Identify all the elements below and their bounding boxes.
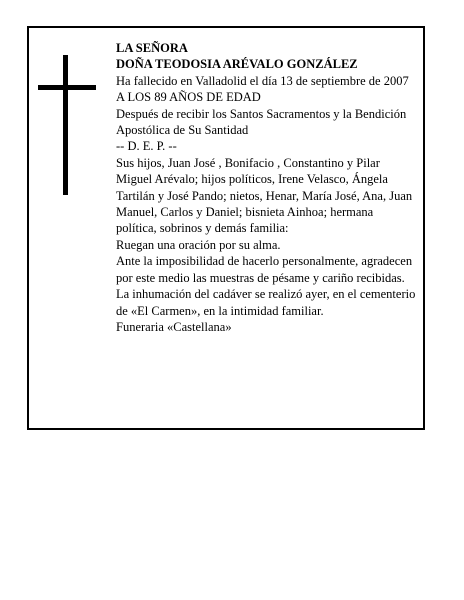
cross-vertical-bar xyxy=(63,55,68,195)
burial-info: La inhumación del cadáver se realizó ayer, en el cementerio de «El Carmen», en la intimidad familiar. xyxy=(116,287,416,318)
death-info: Ha fallecido en Valladolid el día 13 de septiembre de 2007 xyxy=(116,73,409,88)
thanks-message: Ante la imposibilidad de hacerlo personalmente, agradecen por este medio las muestras de pésame y cariño recibidas. xyxy=(116,254,413,285)
sacraments-line: Después de recibir los Santos Sacramentos y la Bendición Apostólica de Su Santidad xyxy=(116,106,407,138)
notice-body xyxy=(116,40,416,335)
cross-horizontal-bar xyxy=(38,85,96,90)
notice-title: LA SEÑORA xyxy=(116,41,188,55)
cross-icon xyxy=(38,55,96,195)
family-list: Sus hijos, Juan José , Bonifacio , Constantino y Pilar Miguel Arévalo; hijos políticos, Irene Velasco, Ángela Tartilán y José Pando; nietos, Henar, María José, Ana, Juan Manuel, Carlos y Daniel; bisnieta Ainhoa; hermana política, sobrinos y demás familia: xyxy=(116,155,413,236)
age-line: A LOS 89 AÑOS DE EDAD xyxy=(116,90,261,105)
dep-line: -- D. E. P. -- xyxy=(116,139,177,154)
deceased-name: DOÑA TEODOSIA ARÉVALO GONZÁLEZ xyxy=(116,57,358,72)
prayer-request: Ruegan una oración por su alma. xyxy=(116,237,281,252)
funeral-home: Funeraria «Castellana» xyxy=(116,319,232,334)
